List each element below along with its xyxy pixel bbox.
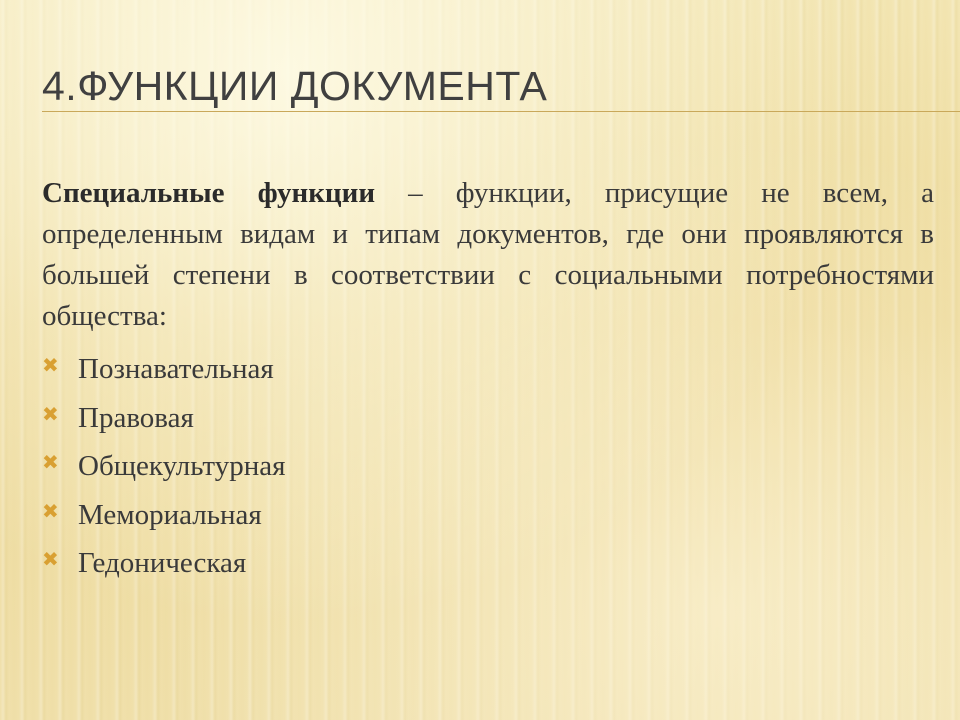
- list-item: [42, 491, 934, 540]
- list-item-label: Правовая: [78, 401, 194, 434]
- x-bullet-icon: ✖: [42, 498, 59, 523]
- definition-term: Специальные функции: [42, 177, 376, 209]
- slide-content: [42, 173, 934, 588]
- x-bullet-icon: ✖: [42, 401, 59, 426]
- list-item-label: Мемориальная: [78, 498, 262, 531]
- x-bullet-icon: ✖: [42, 547, 59, 571]
- definition-text: – функции, присущие не всем, а определенным видам и типам документов, где они проявляются в большей степени в соответствии с социальными потребностями общества:: [42, 177, 934, 332]
- list-item: [42, 442, 934, 491]
- function-list: [42, 345, 934, 588]
- list-item-label: Общекультурная: [78, 450, 286, 482]
- list-item-label: Познавательная: [78, 353, 274, 385]
- list-item-label: Гедоническая: [78, 547, 247, 579]
- title-underline: [42, 111, 960, 112]
- definition-paragraph: [42, 173, 934, 337]
- x-bullet-icon: ✖: [42, 450, 59, 474]
- list-item: [42, 394, 934, 443]
- x-bullet-icon: ✖: [42, 353, 59, 377]
- slide-title: 4.ФУНКЦИИ ДОКУМЕНТА: [42, 63, 548, 109]
- list-item: [42, 345, 934, 394]
- list-item: [42, 539, 934, 588]
